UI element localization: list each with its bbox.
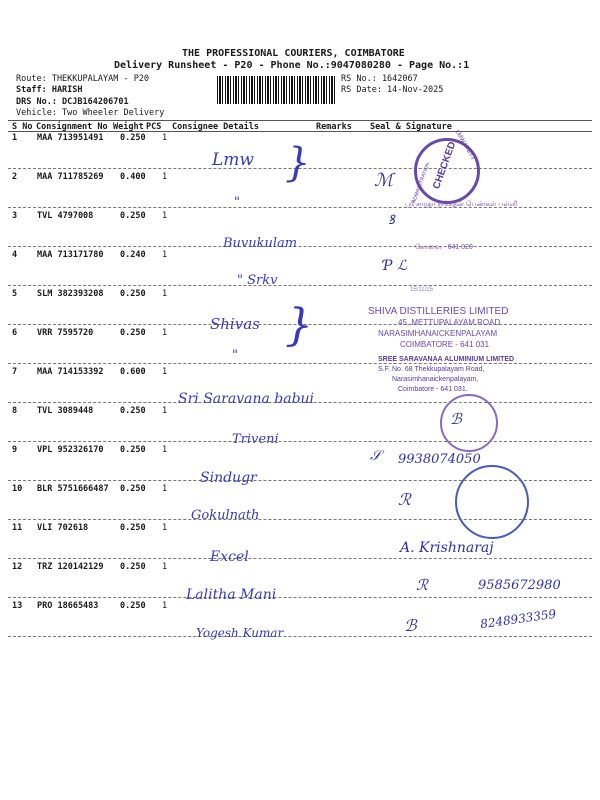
shiva-addr2: NARASIMHANAICKENPALAYAM	[378, 329, 498, 338]
rs-number: RS No.: 1642067	[341, 74, 418, 84]
row-consignment: VPL 952326170	[37, 445, 104, 455]
row-sno: 13	[12, 601, 23, 611]
lmw-ring-text-2: ADMINISTRATION	[411, 162, 432, 204]
barcode	[217, 76, 337, 104]
row-divider	[8, 597, 592, 598]
sree-addr3: Coimbatore - 641 031.	[398, 386, 468, 393]
row-weight: 0.250	[120, 211, 146, 221]
sree-addr2: Narasimhanaickenpalayam,	[392, 376, 479, 383]
row-sno: 4	[12, 250, 18, 260]
row-pcs: 1	[162, 601, 168, 611]
row-weight: 0.250	[120, 289, 146, 299]
row-consignment: MAA 714153392	[37, 367, 104, 377]
signature-10: ℛ	[398, 490, 411, 509]
row-consignment: TVL 4797008	[37, 211, 94, 221]
signature-9: 𝒮	[370, 448, 381, 464]
tamil-stamp-addr: கோவை - 641 020	[415, 244, 473, 251]
row-sno: 3	[12, 211, 18, 221]
tamil-stamp-line: ஸ்ரீ சாரதா நிகேதன் பெண்கள் பள்ளி	[405, 201, 518, 208]
row-consignment: SLM 382393208	[37, 289, 104, 299]
row-sno: 8	[12, 406, 18, 416]
row-weight: 0.250	[120, 406, 146, 416]
row-divider	[8, 636, 592, 637]
col-sno: S No	[12, 122, 33, 132]
date-stamp: 15/11/25	[410, 287, 433, 293]
hand-row13: Lalitha Mani	[186, 587, 277, 603]
hand-row9: Triveni	[232, 432, 279, 447]
col-weight: Weight	[113, 122, 144, 132]
signature-13: ℛ	[416, 576, 428, 594]
row-pcs: 1	[162, 406, 168, 416]
signature-8: ℬ	[450, 410, 462, 428]
row-weight: 0.250	[120, 445, 146, 455]
shiva-addr3: COIMBATORE - 641 031	[400, 340, 490, 349]
sree-name: SREE SARAVANAA ALUMINIUM LIMITED	[378, 356, 515, 363]
table-top-rule	[8, 120, 592, 121]
shiva-addr1: 45, METTUPALAYAM ROAD	[398, 318, 501, 327]
row-weight: 0.250	[120, 133, 146, 143]
row-weight: 0.250	[120, 523, 146, 533]
row-pcs: 1	[162, 523, 168, 533]
hand-row11: Gokulnath	[191, 508, 260, 523]
route-label: Route: THEKKUPALAYAM - P20	[16, 74, 150, 84]
row-pcs: 1	[162, 172, 168, 182]
hand-extra: Yogesh Kumar	[196, 626, 284, 640]
row-weight: 0.600	[120, 367, 146, 377]
signature-3: ꝸ	[388, 213, 395, 228]
lmw-ring-text: LMW UNIT-I	[453, 129, 476, 161]
row-divider	[8, 558, 592, 559]
signature-14: ℬ	[404, 616, 417, 635]
row-weight: 0.400	[120, 172, 146, 182]
runsheet-subtitle: Delivery Runsheet - P20 - Phone No.:9047080280 - Page No.:1	[114, 60, 470, 71]
row-consignment: MAA 713171780	[37, 250, 104, 260]
row-sno: 12	[12, 562, 23, 572]
drs-number: DRS No.: DCJB164206701	[16, 97, 129, 107]
row-pcs: 1	[162, 562, 168, 572]
col-pcs: PCS	[146, 122, 162, 132]
row-sno: 10	[12, 484, 23, 494]
hand-row10: Sindugr	[200, 470, 257, 486]
hand-row12: Excel	[210, 549, 249, 565]
rs-date: RS Date: 14-Nov-2025	[341, 85, 444, 95]
col-remarks: Remarks	[316, 122, 352, 132]
row-consignment: TVL 3089448	[37, 406, 94, 416]
row-consignment: BLR 5751666487	[37, 484, 109, 494]
row-pcs: 1	[162, 445, 168, 455]
phone-13: 9585672980	[478, 578, 561, 593]
table-header-rule	[8, 131, 592, 132]
row-consignment: VLI 702618	[37, 523, 89, 533]
row-consignment: MAA 713951491	[37, 133, 104, 143]
row-weight: 0.250	[120, 601, 146, 611]
row-sno: 7	[12, 367, 18, 377]
row-weight: 0.240	[120, 250, 146, 260]
row-pcs: 1	[162, 289, 168, 299]
vehicle-label: Vehicle: Two Wheeler Delivery	[16, 108, 165, 118]
row-sno: 2	[12, 172, 18, 182]
row-divider	[8, 441, 592, 442]
row-sno: 5	[12, 289, 18, 299]
phone-14: 8248933359	[479, 606, 557, 632]
signature-4: Ƥ ℒ	[383, 258, 407, 274]
hand-row8: Sri Saravana babui	[178, 391, 315, 407]
signature-1: ℳ	[374, 170, 394, 191]
row-weight: 0.250	[120, 328, 146, 338]
row-divider	[8, 285, 592, 286]
round-seal-2	[455, 465, 529, 539]
row-sno: 6	[12, 328, 18, 338]
row-weight: 0.250	[120, 562, 146, 572]
hand-row2: "	[234, 195, 240, 210]
hand-row4: Buvukulam	[223, 236, 298, 251]
row-sno: 1	[12, 133, 18, 143]
row-weight: 0.250	[120, 484, 146, 494]
row-sno: 11	[12, 523, 23, 533]
hand-row6: Shivas	[210, 315, 260, 333]
row-divider	[8, 363, 592, 364]
hand-row5: " Srkv	[237, 273, 278, 288]
row-pcs: 1	[162, 211, 168, 221]
col-consignment: Consignment No	[36, 122, 108, 132]
col-seal: Seal & Signature	[370, 122, 452, 132]
row-pcs: 1	[162, 328, 168, 338]
brace-2: }	[285, 300, 313, 351]
hand-row1: Lmw	[212, 150, 254, 170]
staff-label: Staff: HARISH	[16, 85, 83, 95]
round-seal-1	[440, 394, 498, 452]
row-consignment: PRO 18665483	[37, 601, 99, 611]
checked-stamp-text: CHECKED	[431, 140, 459, 191]
row-pcs: 1	[162, 367, 168, 377]
row-consignment: MAA 711785269	[37, 172, 104, 182]
row-pcs: 1	[162, 250, 168, 260]
row-consignment: VRR 7595720	[37, 328, 94, 338]
company-title: THE PROFESSIONAL COURIERS, COIMBATORE	[182, 48, 405, 59]
row-pcs: 1	[162, 133, 168, 143]
signature-12: A. Krishnaraj	[400, 540, 494, 556]
sree-addr1: S.F. No. 68 Thekkupalayam Road,	[378, 366, 485, 373]
shiva-name: SHIVA DISTILLERIES LIMITED	[368, 306, 509, 317]
brace-1: }	[285, 140, 311, 186]
row-divider	[8, 246, 592, 247]
hand-row7: "	[232, 348, 238, 363]
row-sno: 9	[12, 445, 18, 455]
row-pcs: 1	[162, 484, 168, 494]
phone-9: 9938074050	[398, 452, 481, 467]
col-consignee: Consignee Details	[172, 122, 259, 132]
row-consignment: TRZ 120142129	[37, 562, 104, 572]
